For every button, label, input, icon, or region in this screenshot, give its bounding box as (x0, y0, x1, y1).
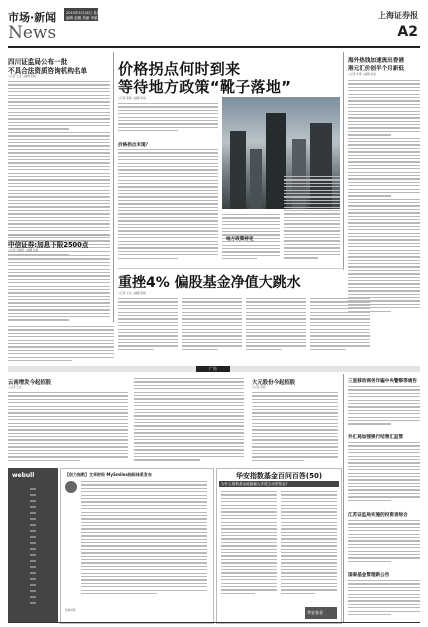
article-body (310, 298, 370, 358)
byline: ○记者 王文 (8, 386, 22, 389)
date-line: 2010年5月18日 星期二 (66, 11, 104, 15)
column-rule (343, 374, 344, 622)
story-title: 四川证监局公布一批 (8, 58, 68, 66)
promo-body (81, 481, 207, 601)
ad-logo: webull (12, 472, 35, 479)
article-body (8, 81, 110, 259)
article-body (118, 103, 218, 135)
column-rule (113, 52, 114, 322)
disclaimer: 免责申明 (65, 609, 76, 612)
story-title: 大元股份今起招股 (252, 380, 296, 386)
byline: ○记者 李丽 (252, 386, 266, 389)
article-body (8, 392, 128, 466)
promo-title: 【创力指数】文华财经 MySmiles指标体系发布 (65, 472, 152, 477)
paper-name: 上海证券报 (378, 10, 418, 20)
fund-title: 华安指数基金百问百答(50) (235, 472, 323, 480)
promo-box (60, 468, 214, 624)
fund-body (221, 491, 277, 601)
article-body (8, 326, 114, 366)
byline: ○记者 王文 ○编辑 张骏 (8, 75, 36, 78)
story-title: 江苏证监局实施的投资者综合 (348, 513, 408, 518)
story-title: 海外热钱加速流出香港 (348, 58, 404, 64)
spacer (118, 212, 218, 214)
story-title: 外汇局加强银行结售汇监管 (348, 435, 404, 440)
ad-sidebar (8, 468, 58, 622)
byline: ○记者 王文 ○编辑 张骏 (118, 292, 146, 295)
story-title: 云南增发今起招股 (8, 380, 52, 386)
section-title-en: News (8, 23, 57, 43)
story-title: 不具合法资质咨询机构名单 (8, 67, 88, 75)
fund-sub: 为什么指数基金能跑赢大多数主动型基金? (221, 482, 288, 486)
ad-label: 广告 (196, 366, 230, 372)
subhead: 价格拐点未现？ (118, 143, 151, 148)
secondary-headline: 重挫4% 偏股基金净值大跳水 (118, 275, 301, 291)
article-body (348, 520, 420, 568)
main-headline: 等待地方政策“靴子落地” (118, 78, 292, 96)
article-body (348, 80, 420, 320)
right-column (348, 52, 420, 322)
story-title: 三星移动商务诈骗中央警察等通告 (348, 379, 417, 384)
article-body (246, 298, 306, 358)
left-column (8, 52, 110, 324)
article-body (348, 580, 420, 620)
article-body (348, 386, 420, 430)
subhead: 地方政策待定 (226, 237, 254, 242)
vertical-ad-text (30, 488, 36, 608)
sponsor-name: 华安基金 (307, 610, 323, 615)
article-body (348, 442, 420, 506)
byline: ○记者 叶勇 ○编辑 李丽 (348, 73, 376, 76)
divider (8, 235, 110, 236)
fund-body (281, 491, 337, 601)
article-body (182, 298, 242, 358)
main-headline: 价格拐点何时到来 (118, 60, 241, 78)
article-body (118, 149, 218, 265)
promo-icon (65, 481, 77, 493)
article-body (8, 255, 110, 323)
masthead-rule (8, 46, 420, 48)
article-body (134, 378, 244, 466)
footer-rule (8, 622, 420, 623)
story-title: 中信证券:加息下限2500点 (8, 241, 89, 249)
column-rule (343, 52, 344, 270)
article-body (284, 176, 340, 264)
divider (118, 268, 344, 269)
story-title: 国泰基金管理新公告 (348, 573, 390, 578)
masthead (8, 8, 420, 50)
article-body (118, 298, 178, 358)
article-body (252, 392, 338, 466)
byline: ○记者 马婧妤 ○编辑 张骏 (8, 249, 39, 252)
story-title: 港元汇价创半个月新低 (348, 66, 404, 72)
byline: ○记者 张骏 ○编辑 李丽 (118, 97, 146, 100)
page-number: A2 (397, 24, 418, 40)
fund-ad (216, 468, 342, 624)
section-title: 市场·新闻 (8, 11, 57, 24)
editor-line: 编辑 赵鹏 美编 李丽 (66, 16, 98, 20)
bottom-right-column (348, 376, 420, 622)
